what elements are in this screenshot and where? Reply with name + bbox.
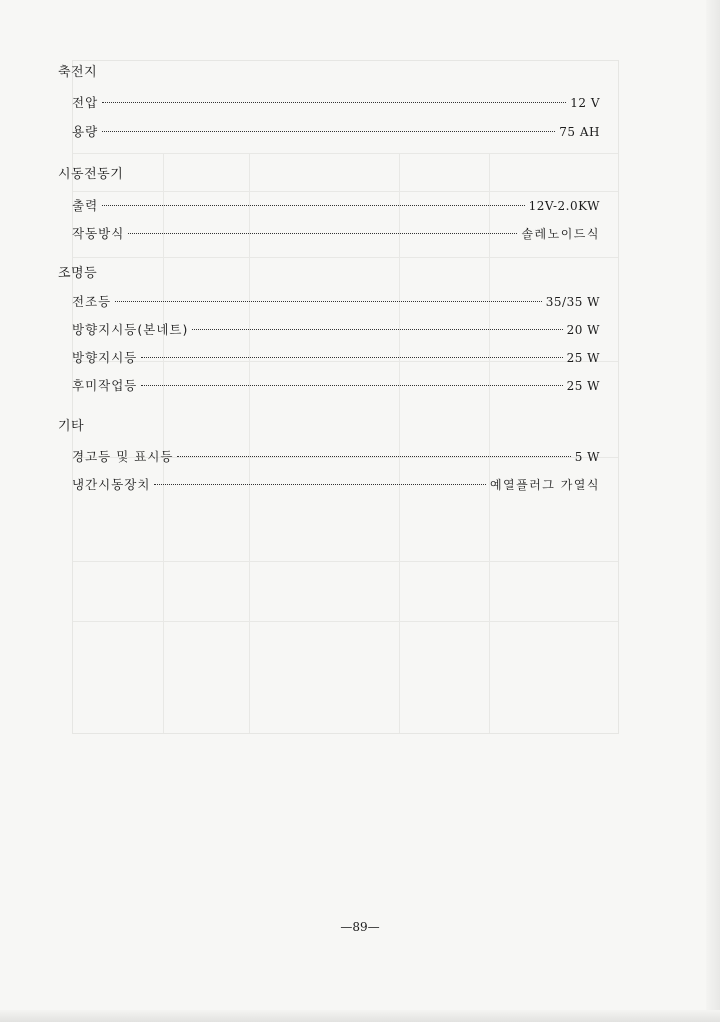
dot-leader xyxy=(102,131,555,132)
spec-label: 작동방식 xyxy=(72,226,125,241)
spec-row-turn-signal xyxy=(72,348,600,366)
dot-leader xyxy=(102,205,525,206)
spec-row-warning-lamps xyxy=(72,447,600,465)
section-title-battery: 축전지 xyxy=(58,65,98,80)
spec-row-cold-start-device xyxy=(72,475,600,493)
spec-row-output xyxy=(72,196,600,214)
section-title-others: 기타 xyxy=(58,419,85,434)
spec-label: 전압 xyxy=(72,95,99,110)
dot-leader xyxy=(115,301,542,302)
spec-value: 35/35 W xyxy=(545,295,600,309)
spec-value: 5 W xyxy=(574,450,600,464)
spec-row-turn-signal-bonnet xyxy=(72,320,600,338)
spec-value: 12V-2.0KW xyxy=(528,199,600,213)
spec-row-voltage xyxy=(72,93,600,111)
section-title-starter-motor: 시동전동기 xyxy=(58,167,124,182)
dot-leader xyxy=(141,357,562,358)
spec-value: 예열플러그 가열식 xyxy=(489,478,600,492)
dot-leader xyxy=(141,385,562,386)
spec-value: 25 W xyxy=(566,351,600,365)
spec-label: 방향지시등 xyxy=(72,350,138,365)
spec-label: 방향지시등(본네트) xyxy=(72,322,189,337)
spec-value: 20 W xyxy=(566,323,600,337)
bleed-through-table xyxy=(72,60,619,734)
spec-value: 12 V xyxy=(570,96,600,110)
spec-label: 전조등 xyxy=(72,294,112,309)
dot-leader xyxy=(128,233,517,234)
spec-label: 경고등 및 표시등 xyxy=(72,449,174,464)
spec-label: 후미작업등 xyxy=(72,378,138,393)
dot-leader xyxy=(177,456,570,457)
section-title-lighting: 조명등 xyxy=(58,266,98,281)
spec-label: 출력 xyxy=(72,198,99,213)
spec-row-headlight xyxy=(72,292,600,310)
spec-value: 25 W xyxy=(566,379,600,393)
page-edge-shadow xyxy=(706,0,720,1022)
spec-value: 솔레노이드식 xyxy=(521,227,600,241)
dot-leader xyxy=(154,484,485,485)
dot-leader xyxy=(102,102,566,103)
page-edge-shadow xyxy=(0,1010,720,1022)
spec-row-capacity xyxy=(72,122,600,140)
spec-label: 용량 xyxy=(72,124,99,139)
spec-value: 75 AH xyxy=(559,125,600,139)
page-number: —89— xyxy=(340,920,380,934)
spec-row-operation-type xyxy=(72,224,600,242)
dot-leader xyxy=(192,329,562,330)
spec-row-rear-work-light xyxy=(72,376,600,394)
spec-label: 냉간시동장치 xyxy=(72,477,151,492)
